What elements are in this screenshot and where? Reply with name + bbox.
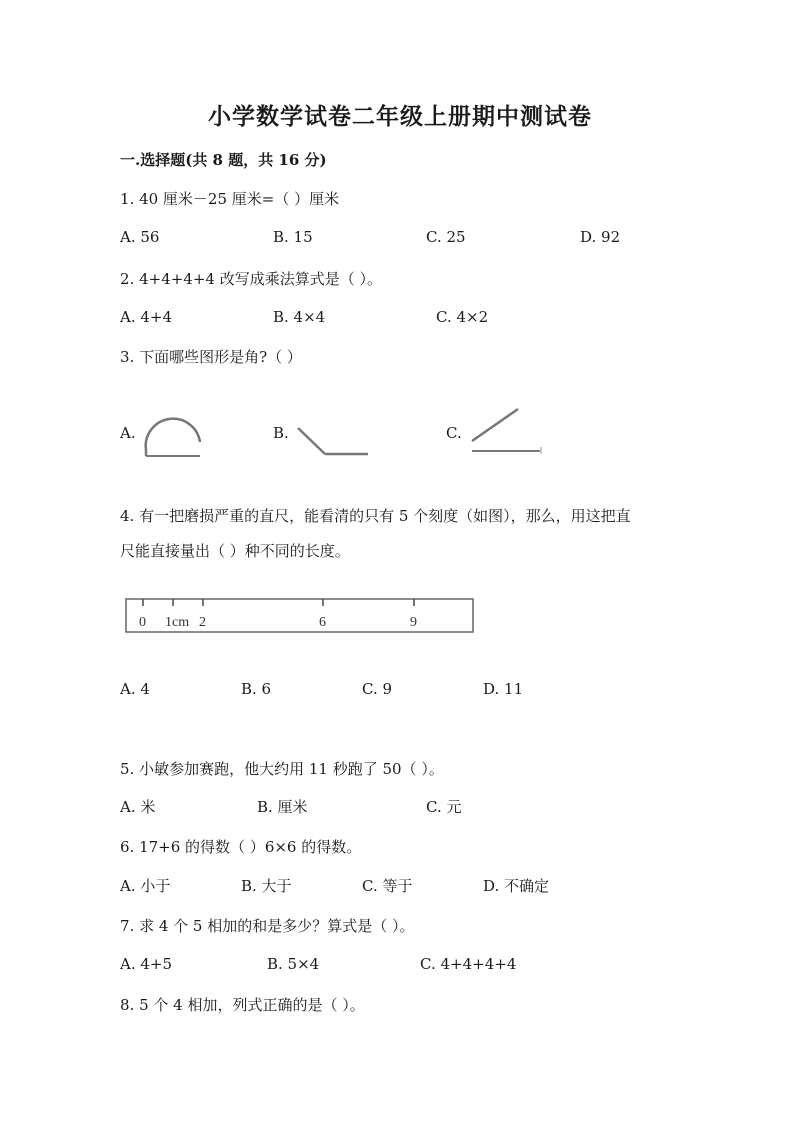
q2-option-b: B. 4×4: [273, 308, 326, 326]
ruler-label-9: 9: [410, 615, 417, 630]
q4-option-d: D. 11: [483, 680, 524, 698]
q4-option-a: A. 4: [120, 680, 150, 698]
q2-option-a: A. 4+4: [120, 308, 173, 326]
q6-option-a: A. 小于: [120, 877, 171, 895]
q3-figure-bent-line: [295, 425, 375, 460]
q7-option-c: C. 4+4+4+4: [420, 955, 517, 973]
page-title: 小学数学试卷二年级上册期中测试卷: [208, 103, 592, 130]
q5-option-c: C. 元: [426, 798, 462, 816]
q2-option-c: C. 4×2: [436, 308, 489, 326]
q3-option-c: C.: [446, 424, 462, 442]
q3-option-b: B.: [273, 424, 289, 442]
question-2: 2. 4+4+4+4 改写成乘法算式是（ ）。: [120, 270, 382, 288]
q5-option-b: B. 厘米: [257, 798, 308, 816]
question-5: 5. 小敏参加赛跑，他大约用 11 秒跑了 50（ ）。: [120, 760, 444, 778]
ruler-label-1cm: 1cm: [165, 615, 190, 630]
ruler-figure: [125, 598, 475, 634]
q6-option-b: B. 大于: [241, 877, 292, 895]
q4-option-c: C. 9: [362, 680, 393, 698]
q1-option-d: D. 92: [580, 228, 621, 246]
q7-option-a: A. 4+5: [120, 955, 173, 973]
q6-option-c: C. 等于: [362, 877, 413, 895]
section-heading: 一.选择题(共 8 题，共 16 分): [120, 151, 327, 169]
q6-option-d: D. 不确定: [483, 877, 550, 895]
ruler-label-6: 6: [319, 615, 326, 630]
q1-option-c: C. 25: [426, 228, 466, 246]
ruler-label-2: 2: [199, 615, 206, 630]
question-8: 8. 5 个 4 相加，列式正确的是（ ）。: [120, 996, 365, 1014]
question-4-line-1: 4. 有一把磨损严重的直尺，能看清的只有 5 个刻度（如图），那么，用这把直: [120, 507, 631, 525]
question-7: 7. 求 4 个 5 相加的和是多少？算式是（ ）。: [120, 917, 415, 935]
question-6: 6. 17+6 的得数（ ）6×6 的得数。: [120, 838, 362, 856]
q1-option-b: B. 15: [273, 228, 313, 246]
q3-figure-angle: [468, 405, 548, 455]
q1-option-a: A. 56: [120, 228, 160, 246]
q7-option-b: B. 5×4: [267, 955, 320, 973]
question-4-line-2: 尺能直接量出（ ）种不同的长度。: [120, 542, 350, 560]
question-1: 1. 40 厘米－25 厘米=（ ）厘米: [120, 190, 340, 208]
question-3: 3. 下面哪些图形是角?（ ）: [120, 348, 302, 366]
q5-option-a: A. 米: [120, 798, 156, 816]
q3-option-a: A.: [120, 424, 136, 442]
ruler-label-0: 0: [139, 615, 146, 630]
q4-option-b: B. 6: [241, 680, 272, 698]
q3-figure-arc: [140, 420, 210, 462]
